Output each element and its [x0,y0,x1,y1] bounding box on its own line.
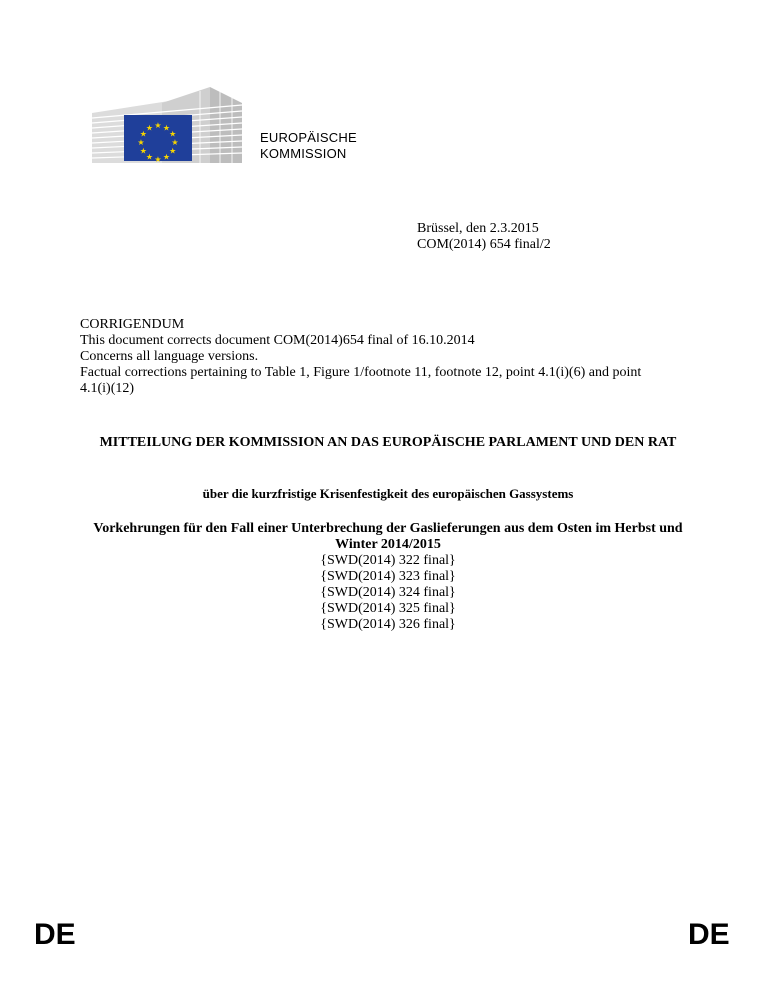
document-reference [417,221,551,253]
svg-text:★: ★ [169,129,177,139]
svg-text:★: ★ [145,152,154,162]
corrigendum-line-1: This document corrects document COM(2014)654 final of 16.10.2014 [80,333,475,348]
document-heading-2: Vorkehrungen für den Fall einer Unterbrechung der Gaslieferungen aus dem Osten im Herbst und Winter 2014/2015 [93,521,683,552]
svg-text:★: ★ [137,138,145,147]
organization-line-2: KOMMISSION [260,146,347,161]
eu-flag-icon [124,115,192,163]
corrigendum-line-2: Concerns all language versions. [80,349,259,364]
svg-text:★: ★ [162,152,171,162]
svg-text:★: ★ [154,121,162,130]
svg-text:★: ★ [139,129,147,139]
svg-text:★: ★ [154,155,162,163]
place-date: Brüssel, den 2.3.2015 [417,221,539,236]
svg-text:★: ★ [171,138,179,147]
svg-text:★: ★ [145,123,154,133]
logo-graphic [92,85,248,163]
swd-reference: {SWD(2014) 324 final} [320,585,456,600]
organization-line-1: EUROPÄISCHE [260,130,357,145]
organization-name [260,130,357,162]
corrigendum-heading: CORRIGENDUM [80,317,185,332]
svg-text:★: ★ [139,146,147,156]
document-title: MITTEILUNG DER KOMMISSION AN DAS EUROPÄISCHE PARLAMENT UND DEN RAT [99,435,677,450]
corrigendum-block [80,317,680,397]
document-number: COM(2014) 654 final/2 [417,237,551,252]
swd-reference-list [80,553,696,633]
document-subtitle: über die kurzfristige Krisenfestigkeit des europäischen Gassystems [202,486,574,501]
swd-reference: {SWD(2014) 322 final} [320,553,456,568]
language-code-right: DE [688,918,730,951]
swd-reference: {SWD(2014) 326 final} [320,617,456,632]
swd-reference: {SWD(2014) 323 final} [320,569,456,584]
corrigendum-line-3: Factual corrections pertaining to Table 1, Figure 1/footnote 11, footnote 12, point 4.1(i)(6) and point 4.1(i)(12) [80,365,642,396]
svg-text:★: ★ [169,146,177,156]
eu-commission-logo [92,85,248,163]
language-code-left: DE [34,918,76,951]
swd-reference: {SWD(2014) 325 final} [320,601,456,616]
svg-text:★: ★ [162,123,171,133]
